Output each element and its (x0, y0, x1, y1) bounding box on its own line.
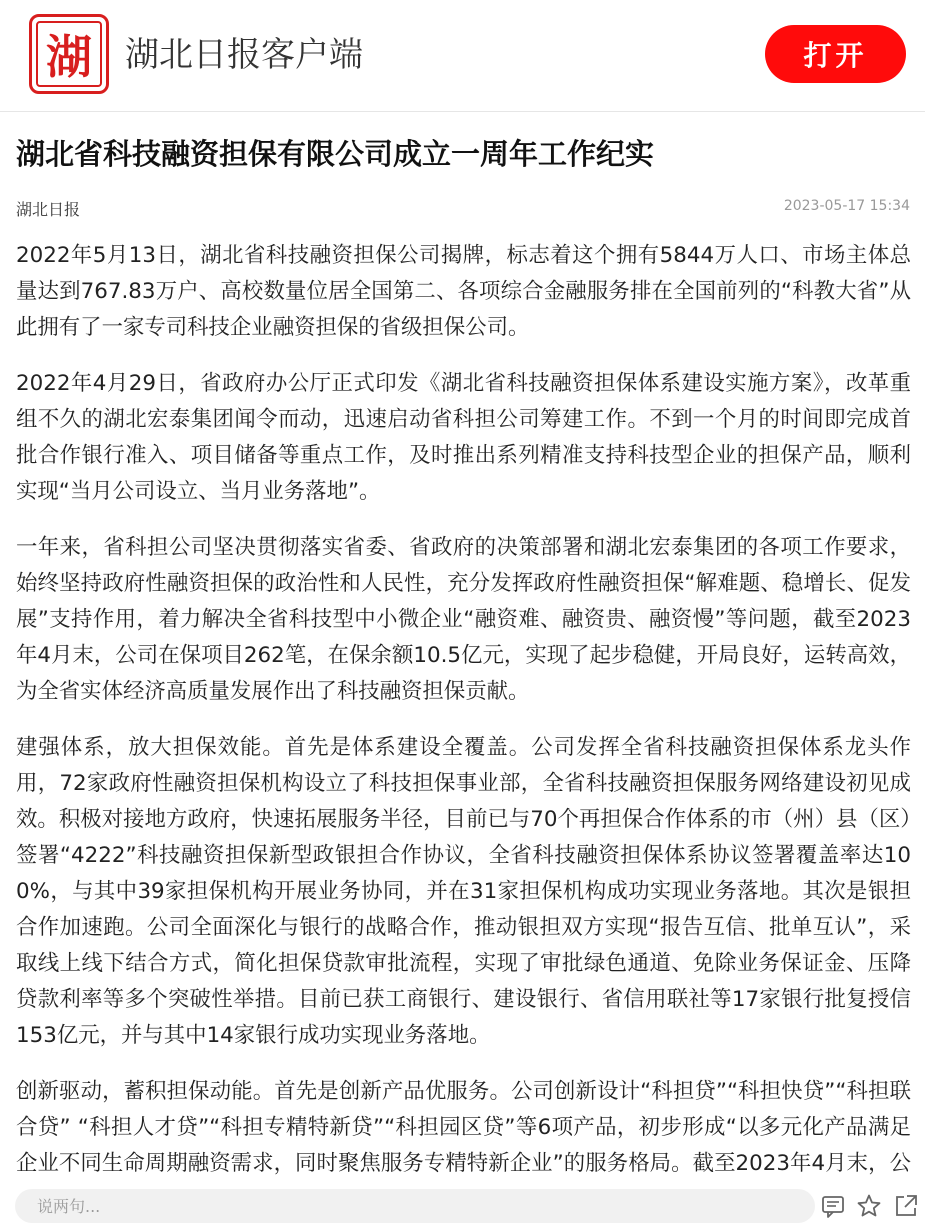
app-banner (0, 0, 925, 112)
article-paragraph: 2022年5月13日，湖北省科技融资担保公司揭牌，标志着这个拥有5844万人口、市场主体总量达到767.83万户、高校数量位居全国第二、各项综合金融服务排在全国前列的“科教大省”从此拥有了一家专司科技企业融资担保的省级担保公司。 (16, 243, 911, 340)
open-app-button[interactable]: 打开 (765, 25, 906, 83)
app-name: 湖北日报客户端 (125, 35, 363, 75)
article-paragraph: 创新驱动，蓄积担保动能。首先是创新产品优服务。公司创新设计“科担贷”“科担快贷”“科担联合贷” “科担人才贷”“科担专精特新贷”“科担园区贷”等6项产品，初步形成“以多元化产品满足企业不同生命周期融资需求，同时聚焦服务专精特新企业”的服务格局。截至2023年4月末，公 (16, 1079, 911, 1176)
article-paragraph: 一年来，省科担公司坚决贯彻落实省委、省政府的决策部署和湖北宏泰集团的各项工作要求，始终坚持政府性融资担保的政治性和人民性，充分发挥政府性融资担保“解难题、稳增长、促发展”支持作用，着力解决全省科技型中小微企业“融资难、融资贵、融资慢”等问题，截至2023年4月末，公司在保项目262笔，在保余额10.5亿元，实现了起步稳健，开局良好，运转高效，为全省实体经济高质量发展作出了科技融资担保贡献。 (16, 535, 911, 704)
article-paragraph: 2022年4月29日，省政府办公厅正式印发《湖北省科技融资担保体系建设实施方案》，改革重组不久的湖北宏泰集团闻令而动，迅速启动省科担公司筹建工作。不到一个月的时间即完成首批合作银行准入、项目储备等重点工作，及时推出系列精准支持科技型企业的担保产品，顺利实现“当月公司设立、当月业务落地”。 (16, 371, 911, 504)
app-logo-char: 湖 (36, 21, 102, 87)
article-title: 湖北省科技融资担保有限公司成立一周年工作纪实 (16, 137, 655, 171)
star-icon[interactable] (856, 1193, 882, 1219)
article-paragraph: 建强体系，放大担保效能。首先是体系建设全覆盖。公司发挥全省科技融资担保体系龙头作用，72家政府性融资担保机构设立了科技担保事业部，全省科技融资担保服务网络建设初见成效。积极对接地方政府，快速拓展服务半径，目前已与70个再担保合作体系的市（州）县（区）签署“4222”科技融资担保新型政银担合作协议，全省科技融资担保体系协议签署覆盖率达100%，与其中39家担保机构开展业务协同，并在31家担保机构成功实现业务落地。其次是银担合作加速跑。公司全面深化与银行的战略合作，推动银担双方实现“报告互信、批单互认”，采取线上线下结合方式，简化担保贷款审批流程，实现了审批绿色通道、免除业务保证金、压降贷款利率等多个突破性举措。目前已获工商银行、建设银行、省信用联社等17家银行批复授信153亿元，并与其中14家银行成功实现业务落地。 (16, 735, 911, 1048)
app-logo (29, 14, 109, 94)
bottom-toolbar (0, 1183, 925, 1228)
article-time: 2023-05-17 15:34 (783, 198, 910, 214)
article-body (16, 238, 911, 1180)
comment-input[interactable] (15, 1189, 815, 1223)
share-icon[interactable] (893, 1193, 919, 1219)
article-source: 湖北日报 (16, 200, 81, 219)
comment-icon[interactable] (820, 1193, 846, 1219)
